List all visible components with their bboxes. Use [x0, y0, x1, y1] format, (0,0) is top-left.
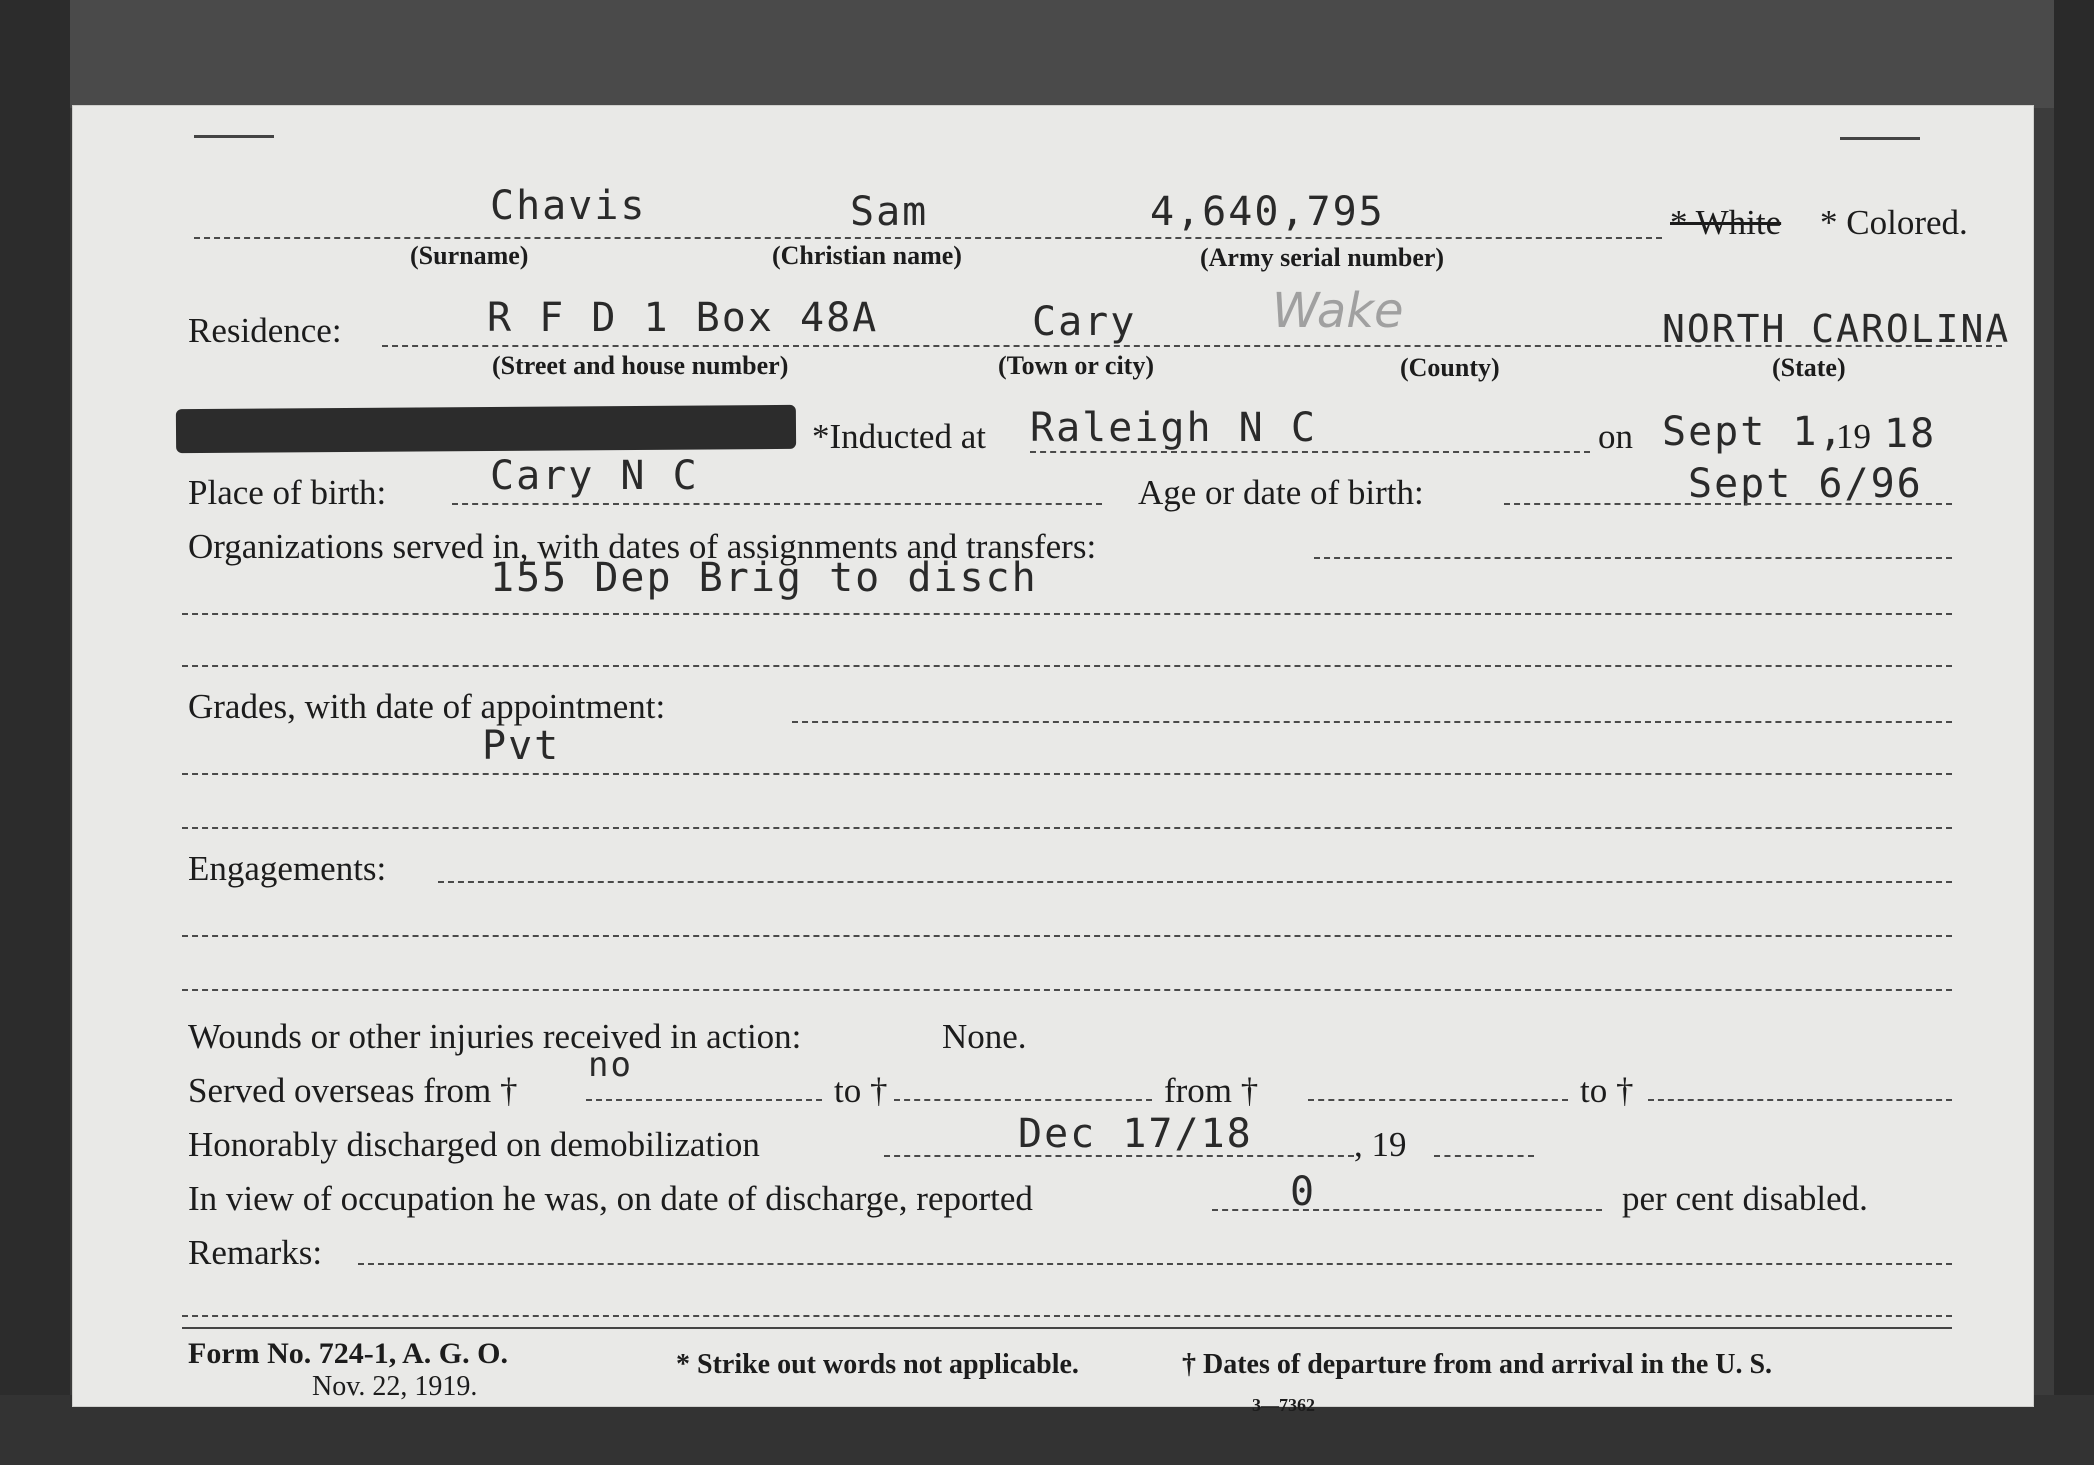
white-label: * White: [1670, 203, 1782, 242]
scan-background-right: [2054, 0, 2094, 1465]
overseas-to-line: [894, 1099, 1152, 1101]
name-line: [194, 237, 1662, 239]
grades-line-3: [182, 827, 1952, 829]
engagements-line-3: [182, 989, 1952, 991]
overseas-to-label: to †: [834, 1071, 888, 1110]
age-label: Age or date of birth:: [1138, 473, 1424, 512]
street-caption: (Street and house number): [492, 351, 789, 380]
surname-caption: (Surname): [410, 241, 529, 270]
on-label: on: [1598, 417, 1633, 456]
organizations-value: 155 Dep Brig to disch: [490, 555, 1038, 601]
organizations-label: Organizations served in, with dates of assignments and transfers:: [188, 527, 1097, 566]
county-caption: (County): [1400, 353, 1500, 382]
inducted-at-line: [1030, 451, 1590, 453]
overseas-from-line: [586, 1099, 822, 1101]
overseas-from2-line: [1308, 1099, 1568, 1101]
disability-label: In view of occupation he was, on date of discharge, reported: [188, 1179, 1033, 1218]
state-caption: (State): [1772, 353, 1846, 382]
overseas-from2-label: from †: [1164, 1071, 1259, 1110]
discharge-year-label: , 19: [1354, 1125, 1407, 1164]
overseas-to2-line: [1648, 1099, 1952, 1101]
birth-date-value: Sept 6/96: [1688, 461, 1923, 507]
discharge-date-value: Dec 17/18: [1018, 1111, 1253, 1157]
inducted-at-label: *Inducted at: [812, 417, 986, 456]
birth-date-line: [1504, 503, 1952, 505]
discharge-year-line: [1434, 1155, 1534, 1157]
disability-suffix: per cent disabled.: [1622, 1179, 1868, 1218]
grades-line-2: [182, 773, 1952, 775]
organizations-line-3: [182, 665, 1952, 667]
place-of-birth-line: [452, 503, 1102, 505]
scan-background-top: [0, 0, 2094, 108]
service-record-card: [72, 105, 2034, 1415]
footer-rule: [182, 1327, 1952, 1329]
serial-caption: (Army serial number): [1200, 243, 1445, 272]
residence-label: Residence:: [188, 311, 342, 350]
remarks-line-1: [358, 1263, 1952, 1265]
grades-label: Grades, with date of appointment:: [188, 687, 666, 726]
discharge-date-line: [884, 1155, 1354, 1157]
organizations-line-1: [1314, 557, 1952, 559]
discharge-label: Honorably discharged on demobilization: [188, 1125, 760, 1164]
town-caption: (Town or city): [998, 351, 1154, 380]
disability-value: 0: [1290, 1169, 1317, 1215]
strike-note: * Strike out words not applicable.: [676, 1349, 1079, 1380]
induction-year-prefix: 19: [1836, 417, 1871, 456]
top-left-rule: [194, 135, 274, 138]
redaction-mark: [176, 405, 796, 453]
place-of-birth-value: Cary N C: [490, 453, 699, 499]
street-value: R F D 1 Box 48A: [487, 295, 879, 341]
scan-background-left: [0, 0, 70, 1465]
induction-year-value: 18: [1884, 411, 1937, 457]
colored-label: * Colored.: [1820, 203, 1968, 242]
remarks-line-2: [182, 1315, 1952, 1317]
remarks-label: Remarks:: [188, 1233, 323, 1272]
overseas-from-label: Served overseas from †: [188, 1071, 518, 1110]
state-value: NORTH CAROLINA: [1662, 307, 2011, 351]
form-number: Form No. 724-1, A. G. O.: [188, 1337, 508, 1370]
print-code: 3—7362: [1252, 1395, 1315, 1415]
town-value: Cary: [1032, 299, 1137, 345]
inducted-at-value: Raleigh N C: [1030, 405, 1317, 451]
grades-value: Pvt: [482, 723, 561, 769]
engagements-line-1: [438, 881, 1952, 883]
dates-note: † Dates of departure from and arrival in the U. S.: [1182, 1349, 1773, 1380]
place-of-birth-label: Place of birth:: [188, 473, 387, 512]
overseas-to2-label: to †: [1580, 1071, 1634, 1110]
organizations-line-2: [182, 613, 1952, 615]
county-value: Wake: [1272, 283, 1404, 339]
top-right-rule: [1840, 137, 1920, 140]
overseas-from-value: no: [588, 1045, 633, 1085]
serial-number-value: 4,640,795: [1150, 189, 1385, 235]
residence-line: [382, 345, 2002, 347]
engagements-line-2: [182, 935, 1952, 937]
disability-line: [1212, 1209, 1602, 1211]
engagements-label: Engagements:: [188, 849, 387, 888]
surname-value: Chavis: [490, 183, 647, 229]
wounds-value: None.: [942, 1017, 1027, 1056]
christian-name-caption: (Christian name): [772, 241, 962, 270]
grades-line-1: [792, 721, 1952, 723]
induction-date-value: Sept 1,: [1662, 409, 1845, 455]
wounds-label: Wounds or other injuries received in action:: [188, 1017, 802, 1056]
christian-name-value: Sam: [850, 189, 929, 235]
form-date: Nov. 22, 1919.: [312, 1371, 478, 1402]
